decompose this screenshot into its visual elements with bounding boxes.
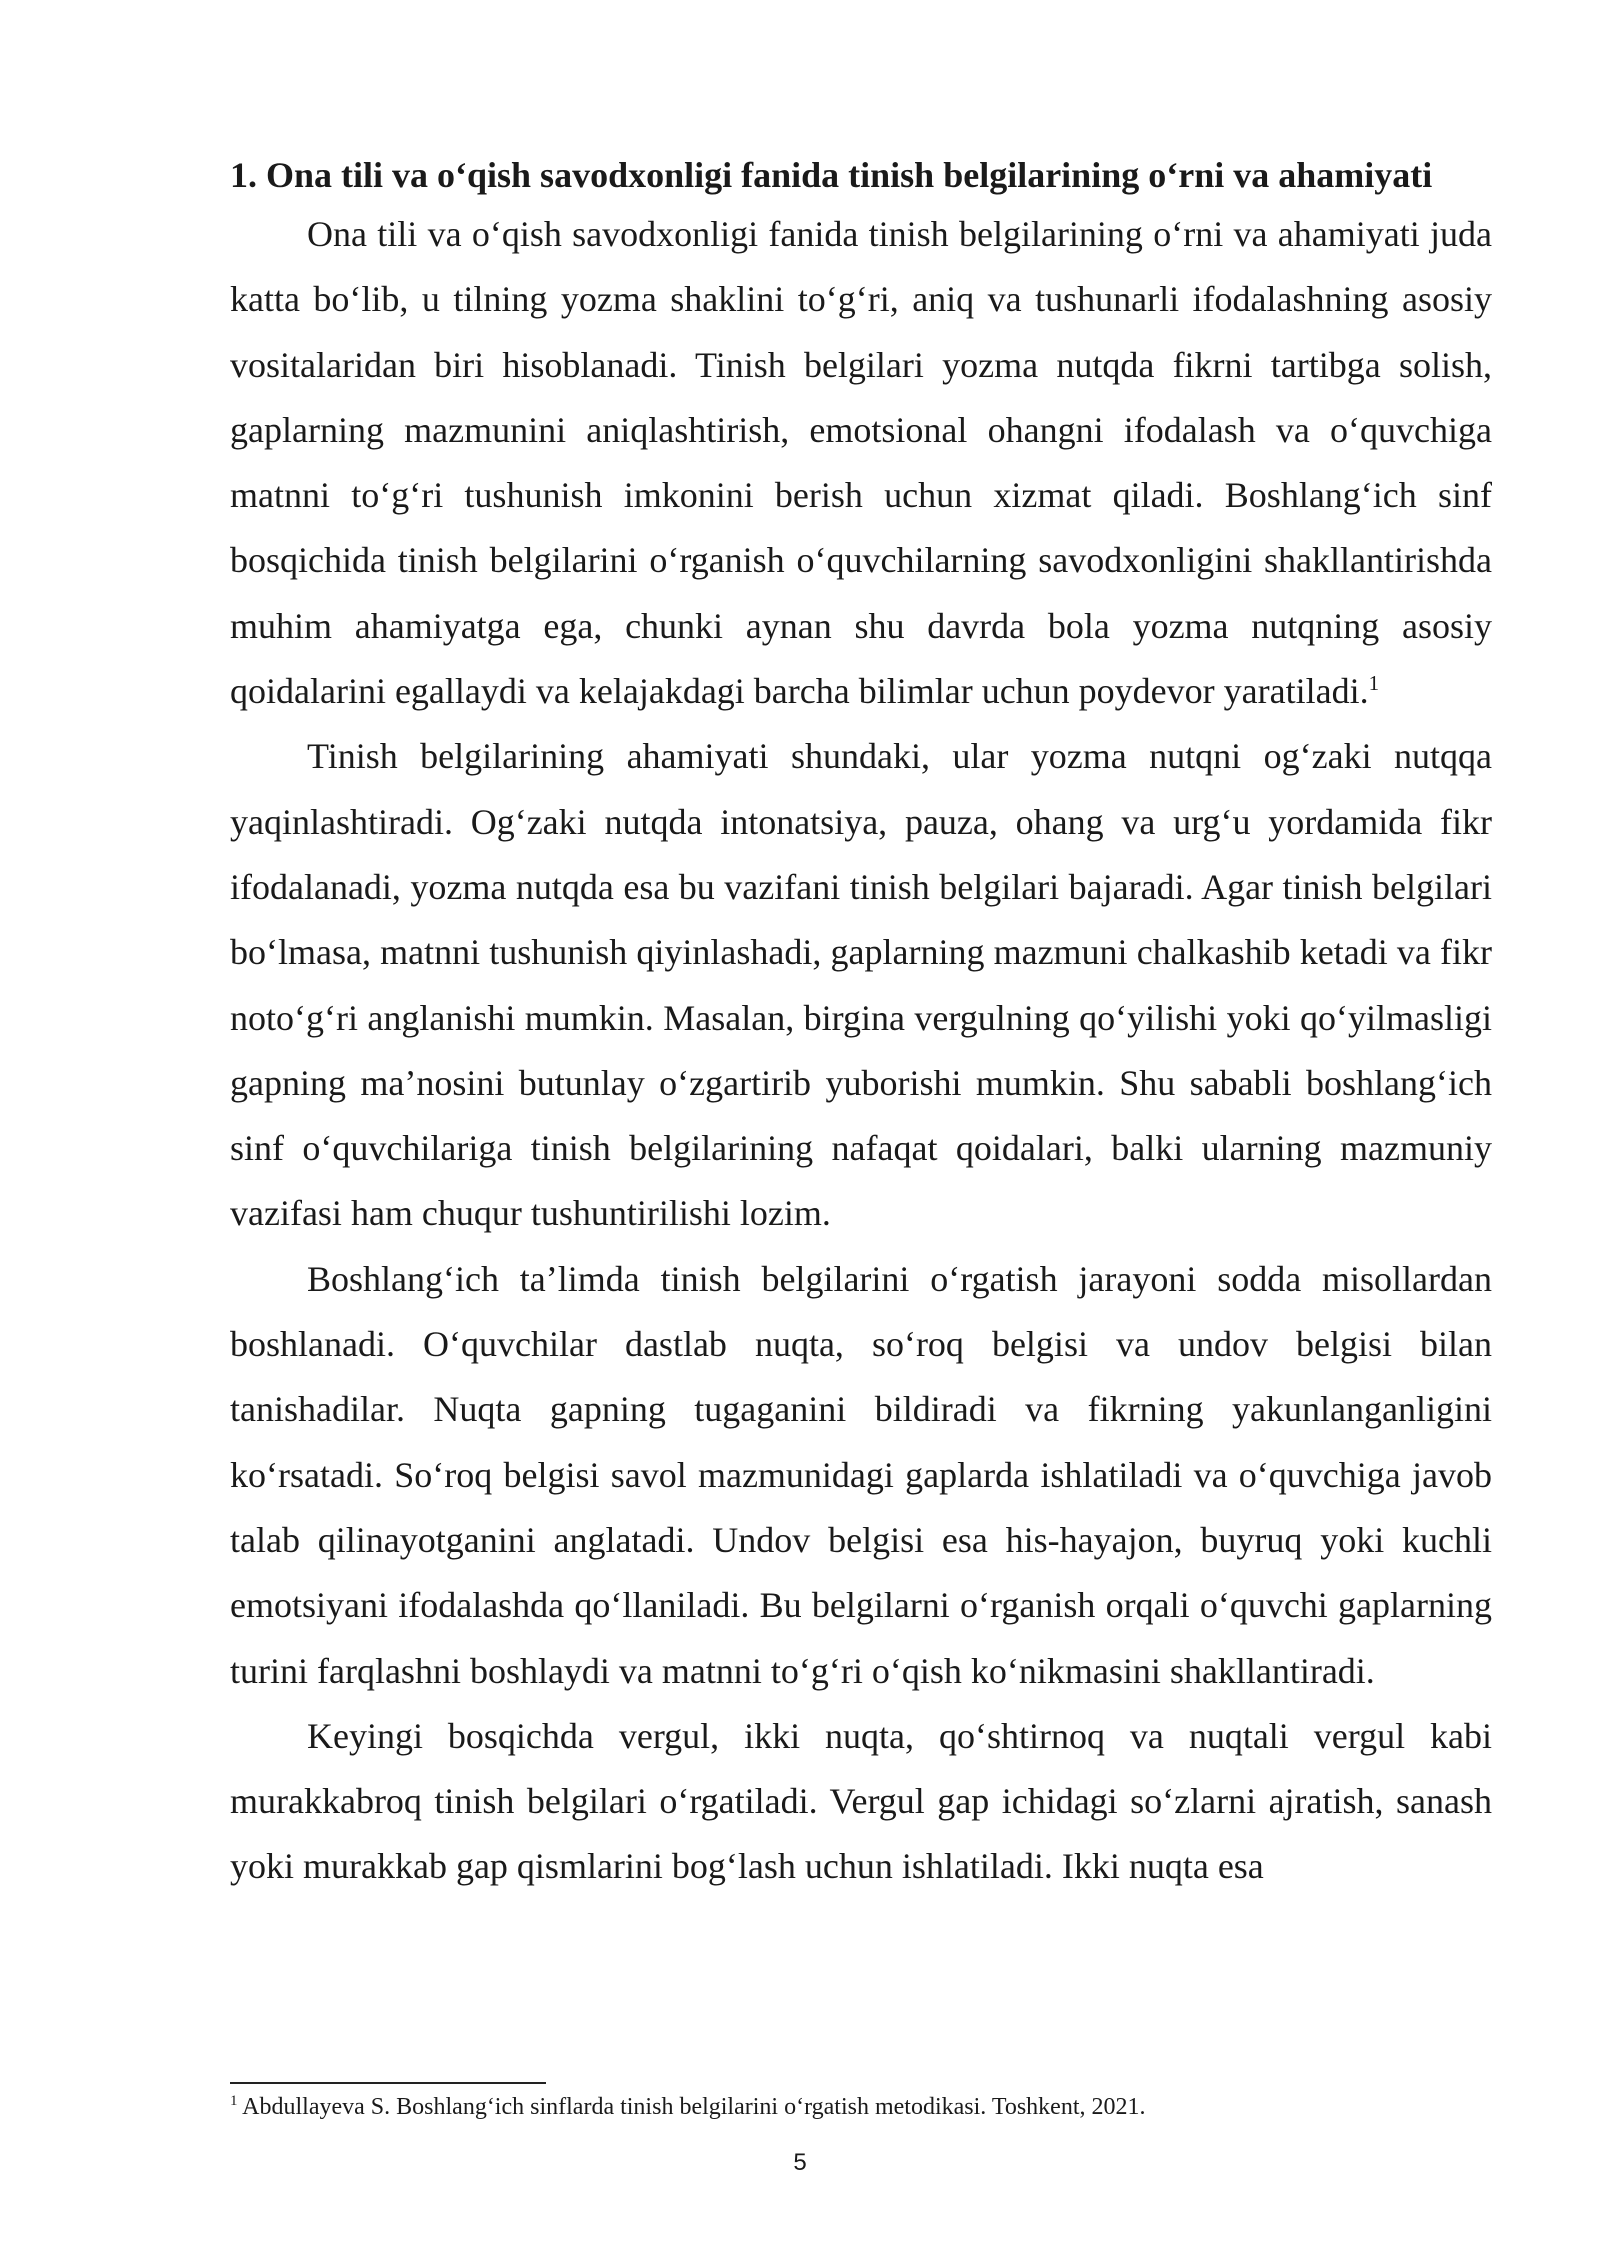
footnote-text: Abdullayeva S. Boshlangʻich sinflarda tinish belgilarini oʻrgatish metodikasi. Toshkent, 2021.: [237, 2094, 1146, 2120]
section-heading: 1. Ona tili va oʻqish savodxonligi fanida tinish belgilarining oʻrni va ahamiyati: [230, 155, 1433, 195]
paragraph-2: Tinish belgilarining ahamiyati shundaki, ular yozma nutqni ogʻzaki nutqqa yaqinlashtiradi. Ogʻzaki nutqda intonatsiya, pauza, ohang va urgʻu yordamida fikr ifodalanadi, yozma nutqda esa bu vazifani tinish belgilari bajaradi. Agar tinish belgilari boʻlmasa, matnni tushunish qiyinlashadi, gaplarning mazmuni chalkashib ketadi va fikr notoʻgʻri anglanishi mumkin. Masalan, birgina vergulning qoʻyilishi yoki qoʻyilmasligi gapning maʼnosini butunlay oʻzgartirib yuborishi mumkin. Shu sababli boshlangʻich sinf oʻquvchilariga tinish belgilarining nafaqat qoidalari, balki ularning mazmuniy vazifasi ham chuqur tushuntirilishi lozim.: [230, 736, 1492, 1234]
paragraph-1-text: Ona tili va oʻqish savodxonligi fanida tinish belgilarining oʻrni va ahamiyati juda katta boʻlib, u tilning yozma shaklini toʻgʻri, aniq va tushunarli ifodalashning asosiy vositalaridan biri hisoblanadi. Tinish belgilari yozma nutqda fikrni tartibga solish, gaplarning mazmunini aniqlashtirish, emotsional ohangni ifodalash va oʻquvchiga matnni toʻgʻri tushunish imkonini berish uchun xizmat qiladi. Boshlangʻich sinf bosqichida tinish belgilarini oʻrganish oʻquvchilarning savodxonligini shakllantirishda muhim ahamiyatga ega, chunki aynan shu davrda bola yozma nutqning asosiy qoidalarini egallaydi va kelajakdagi barcha bilimlar uchun poydevor yaratiladi.: [230, 214, 1492, 712]
footnote-separator: [230, 2082, 546, 2084]
footnote-marker: 1: [230, 2093, 238, 2109]
footnote-reference[interactable]: 1: [1368, 671, 1380, 696]
page-body: [230, 148, 1492, 1900]
footnote: [230, 2090, 1492, 2124]
paragraph-4: Keyingi bosqichda vergul, ikki nuqta, qoʻshtirnoq va nuqtali vergul kabi murakkabroq tinish belgilari oʻrgatiladi. Vergul gap ichidagi soʻzlarni ajratish, sanash yoki murakkab gap qismlarini bogʻlash uchun ishlatiladi. Ikki nuqta esa: [230, 1715, 1492, 1887]
page-number: 5: [793, 2149, 807, 2176]
paragraph-3: Boshlangʻich taʼlimda tinish belgilarini oʻrgatish jarayoni sodda misollardan boshlanadi. Oʻquvchilar dastlab nuqta, soʻroq belgisi va undov belgisi bilan tanishadilar. Nuqta gapning tugaganini bildiradi va fikrning yakunlanganligini koʻrsatadi. Soʻroq belgisi savol mazmunidagi gaplarda ishlatiladi va oʻquvchiga javob talab qilinayotganini anglatadi. Undov belgisi esa his-hayajon, buyruq yoki kuchli emotsiyani ifodalashda qoʻllaniladi. Bu belgilarni oʻrganish orqali oʻquvchi gaplarning turini farqlashni boshlaydi va matnni toʻgʻri oʻqish koʻnikmasini shakllantiradi.: [230, 1258, 1492, 1691]
paragraph-1: [230, 202, 1492, 724]
